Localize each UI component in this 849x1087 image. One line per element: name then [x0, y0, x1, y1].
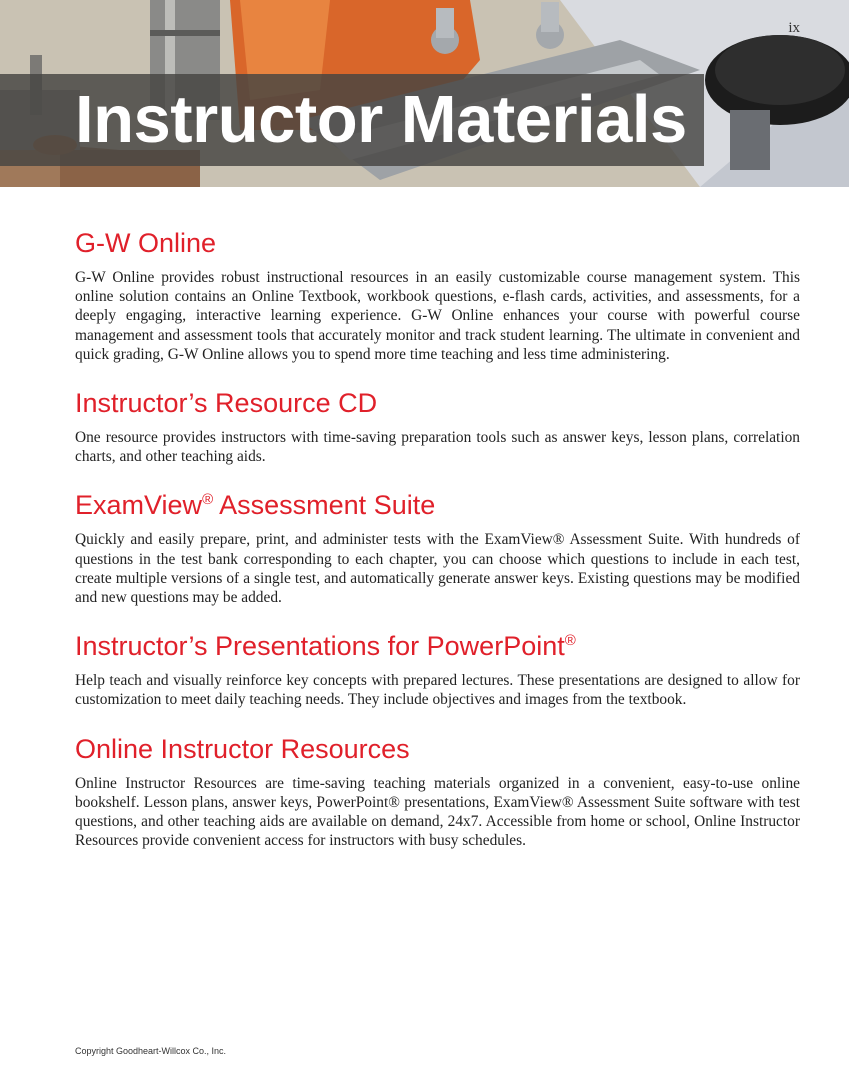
section-resource-cd	[75, 386, 800, 466]
section-body: G-W Online provides robust instructional resources in an easily customizable course management system. This online solution contains an Online Textbook, workbook questions, e-flash cards, activities, and assessments, for a deeply engaging, interactive learning experience. G-W Online enhances your course with powerful course management and assessment tools that accurately monitor and track student learning. The ultimate in convenient and quick grading, G-W Online allows you to spend more time teaching and less time administering.	[75, 269, 800, 363]
section-heading: Instructor’s Resource CD	[75, 388, 378, 419]
page-title: Instructor Materials	[75, 82, 687, 157]
section-heading: Instructor’s Presentations for PowerPoint®	[75, 631, 576, 662]
section-body: Help teach and visually reinforce key concepts with prepared lectures. These presentations are designed to allow for customization to meet daily teaching needs. They include objectives and images from the textbook.	[75, 672, 800, 709]
section-gw-online	[75, 226, 800, 364]
page-number: ix	[788, 20, 800, 36]
content	[75, 226, 800, 872]
registered-mark: ®	[564, 632, 576, 650]
section-examview	[75, 488, 800, 607]
section-body: Online Instructor Resources are time-saving teaching materials organized in a convenient, easy-to-use online bookshelf. Lesson plans, answer keys, PowerPoint® presentations, ExamView® Assessment Suite software with test questions, and other teaching aids are available on demand, 24x7. Accessible from home or school, Online Instructor Resources provide convenient access for instructors with busy schedules.	[75, 774, 800, 850]
section-heading: ExamView® Assessment Suite	[75, 490, 436, 521]
section-heading: G-W Online	[75, 228, 217, 258]
section-presentations	[75, 629, 800, 709]
section-online-resources	[75, 732, 800, 851]
registered-mark: ®	[202, 491, 214, 509]
section-heading: Online Instructor Resources	[75, 733, 410, 764]
section-body: Quickly and easily prepare, print, and administer tests with the ExamView® Assessment Suite. With hundreds of questions in the test bank corresponding to each chapter, you can choose which questions to include in each test, create multiple versions of a single test, and automatically generate answer keys. Existing questions may be modified and new questions may be added.	[75, 531, 800, 607]
section-body: One resource provides instructors with time-saving preparation tools such as answer keys, lesson plans, correlation charts, and other teaching aids.	[75, 429, 800, 466]
copyright-footer: Copyright Goodheart-Willcox Co., Inc.	[75, 1046, 227, 1056]
